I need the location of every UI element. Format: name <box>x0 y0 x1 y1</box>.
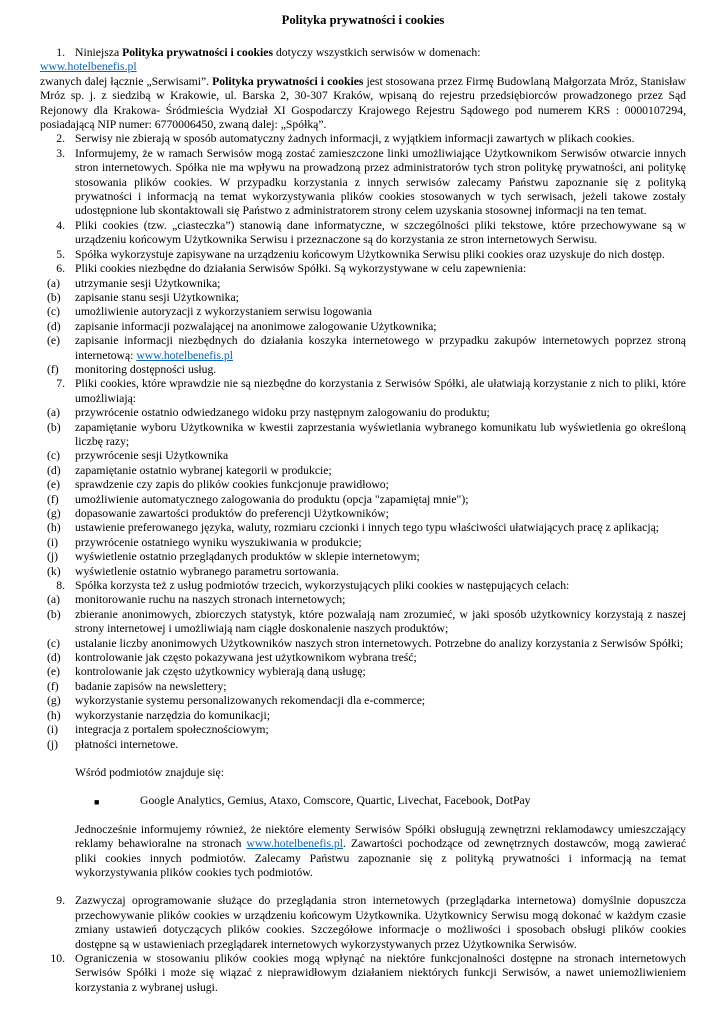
list-letter-marker: (k) <box>47 564 61 578</box>
text-segment: zbieranie anonimowych, zbiorczych statystyk, które pozwalają nam zrozumieć, w jaki sposób użytkownicy korzystają z naszej strony internetowej i umożliwiają nam ciągłe doskonalenie naszych produktów; <box>75 607 686 636</box>
lettered-item <box>40 305 686 319</box>
lettered-item <box>40 637 686 651</box>
lettered-item <box>40 507 686 521</box>
list-letter-marker: (i) <box>47 535 59 549</box>
text-segment: wykorzystanie narzędzia do komunikacji; <box>75 708 271 722</box>
list-number-marker: 1. <box>56 46 65 59</box>
hyperlink[interactable]: www.hotelbenefis.pl <box>246 837 344 851</box>
lettered-item <box>40 680 686 694</box>
lettered-item <box>40 421 686 450</box>
list-letter-marker: (f) <box>47 679 59 693</box>
list-number-marker: 10. <box>50 951 65 965</box>
list-number-marker: 6. <box>56 262 65 276</box>
document-body <box>40 46 686 995</box>
lettered-item <box>40 291 686 305</box>
text-segment: integracja z portalem społecznościowym; <box>75 723 269 737</box>
text-segment: kontrolowanie jak często użytkownicy wybierają daną usługę; <box>75 665 366 679</box>
lettered-item <box>40 277 686 291</box>
lettered-item <box>40 536 686 550</box>
lettered-item <box>40 709 686 723</box>
text-segment: sprawdzenie czy zapis do plików cookies funkcjonuje prawidłowo; <box>75 478 389 492</box>
lettered-item <box>40 493 686 507</box>
text-segment: monitoring dostępności usług. <box>75 362 217 376</box>
list-letter-marker: (f) <box>47 492 59 506</box>
numbered-item <box>40 262 686 276</box>
lettered-item <box>40 608 686 637</box>
lettered-item <box>40 651 686 665</box>
list-number-marker: 7. <box>56 377 65 391</box>
text-segment: badanie zapisów na newslettery; <box>75 679 227 693</box>
text-segment: przywrócenie ostatnio odwiedzanego widoku przy następnym zalogowaniu do produktu; <box>75 406 490 420</box>
indented-paragraph <box>40 823 686 881</box>
bold-text-segment: Polityka prywatności i cookies <box>212 74 364 88</box>
text-segment: zapamiętanie ostatnio wybranej kategorii w produkcie; <box>75 463 332 477</box>
hyperlink[interactable]: www.hotelbenefis.pl <box>40 60 137 74</box>
indented-paragraph <box>40 766 686 780</box>
bold-text-segment: Polityka prywatności i cookies <box>122 46 274 59</box>
list-letter-marker: (c) <box>47 636 60 650</box>
text-segment: umożliwienie automatycznego zalogowania do produktu (opcja "zapamiętaj mnie"); <box>75 492 469 506</box>
text-segment: monitorowanie ruchu na naszych stronach internetowych; <box>75 593 346 607</box>
text-segment: Niniejsza <box>75 46 123 59</box>
lettered-item <box>40 723 686 737</box>
text-segment: . Zawartości pochodzące od zewnętrznych dostawców, mogą zawierać pliki cookies innych podmiotów. Zalecamy Państwu zapoznanie się z polityką prywatności i informacją na temat wykorzystywania plików cookies tych podmiotów. <box>75 837 687 879</box>
list-letter-marker: (g) <box>47 507 61 520</box>
text-segment: zapisanie informacji niezbędnych do działania koszyka internetowego w przypadku zakupów internetowych poprzez stroną internetową: <box>75 334 686 362</box>
numbered-item <box>40 377 686 406</box>
numbered-item <box>40 219 686 248</box>
lettered-item <box>40 320 686 334</box>
hyperlink[interactable]: www.hotelbenefis.pl <box>136 348 233 362</box>
lettered-item <box>40 565 686 579</box>
lettered-item <box>40 521 686 535</box>
numbered-item <box>40 248 686 262</box>
numbered-item <box>40 952 686 995</box>
numbered-item <box>40 894 686 952</box>
text-segment: dotyczy wszystkich serwisów w domenach: <box>273 46 481 59</box>
list-letter-marker: (a) <box>47 276 60 290</box>
list-letter-marker: (c) <box>47 449 60 463</box>
list-number-marker: 3. <box>56 146 65 160</box>
text-segment: utrzymanie sesji Użytkownika; <box>75 276 221 290</box>
numbered-item <box>40 46 686 60</box>
text-segment: przywrócenie ostatniego wyniku wyszukiwania w produkcie; <box>75 535 362 549</box>
list-number-marker: 4. <box>56 218 65 232</box>
text-segment: Ograniczenia w stosowaniu plików cookies mogą wpłynąć na niektóre funkcjonalności dostępne na stronach internetowych Serwisów Spółki i może się wiązać z nieprawidłowym działaniem niektórych funkcji Serwisów, a nawet uniemożliwieniem korzystania z wybranej usługi. <box>75 951 686 994</box>
text-segment: wyświetlenie ostatnio wybranego parametru sortowania. <box>75 564 339 578</box>
bullet-square-icon: ■ <box>94 797 100 808</box>
text-segment: Spółka korzysta też z usług podmiotów trzecich, wykorzystujących pliki cookies w następujących celach: <box>75 579 570 593</box>
numbered-item <box>40 579 686 593</box>
list-letter-marker: (j) <box>47 550 59 564</box>
list-letter-marker: (h) <box>47 521 61 535</box>
list-letter-marker: (e) <box>47 665 60 679</box>
lettered-item <box>40 694 686 708</box>
text-segment: Pliki cookies (tzw. „ciasteczka”) stanowią dane informatyczne, w szczególności pliki tekstowe, które przechowywane są w urządzeniu końcowym Użytkownika Serwisu i przeznaczone są do korzystania ze stron internetowych Serwisu. <box>75 218 686 247</box>
text-segment: Zazwyczaj oprogramowanie służące do przeglądania stron internetowych (przeglądarka internetowa) domyślnie dopuszcza przechowywanie plików cookies w urządzeniu końcowym Użytkownika. Użytkownicy Serwisu mogą dokonać w każdym czasie zmiany ustawień dotyczących plików cookies. Szczegółowe informacje o możliwości i sposobach obsługi plików cookies dostępne są w ustawieniach przeglądarek internetowych wykorzystywanych przez Użytkownika Serwisów. <box>75 894 686 951</box>
list-letter-marker: (e) <box>47 478 60 492</box>
text-segment: zapamiętanie wyboru Użytkownika w kwestii zaprzestania wyświetlania wybranego komunikatu lub wyświetlenia go określoną liczbę razy; <box>75 420 686 448</box>
list-letter-marker: (a) <box>47 406 60 420</box>
text-segment: Informujemy, że w ramach Serwisów mogą zostać zamieszczone linki umożliwiające Użytkownikom Serwisów otwarcie innych stron internetowych. Spółka nie ma wpływu na prowadzoną przez administratorów tych stron politykę prywatności, ani politykę stosowania plików cookies. W przypadku korzystania z innych serwisów zalecamy Państwu zapoznanie się z polityką prywatności i informacją na temat wykorzystywania plików cookies stosowanych w tych serwisach, jeżeli takowe zostały udostępnione lub skontaktowali się Państwo z administratorem strony celem uzyskania stosownej informacji na ten temat. <box>75 146 686 218</box>
text-segment: Serwisy nie zbierają w sposób automatyczny żadnych informacji, z wyjątkiem informacji zawartych w plikach cookies. <box>75 132 635 146</box>
paragraph <box>40 60 686 74</box>
text-segment: zapisanie informacji pozwalającej na anonimowe zalogowanie Użytkownika; <box>75 319 437 333</box>
lettered-item <box>40 738 686 752</box>
list-letter-marker: (d) <box>47 651 61 665</box>
document-title: Polityka prywatności i cookies <box>281 13 445 27</box>
lettered-item <box>40 478 686 492</box>
text-segment: jest stosowana przez Firmę Budowlaną Małgorzata Mróz, Stanisław Mróz sp. j. z siedzibą w Krakowie, ul. Barska 2, 30-307 Kraków, wpisaną do rejestru przedsiębiorców prowadzonego przez Sąd Rejonowy dla Krakowa- Śródmieścia Wydział XI Gospodarczy Krajowego Rejestru Sądowego pod numerem KRS : 0000107294, posiadającą NIP numer: 6770006450, zwaną dalej: „Spółką”. <box>40 74 686 132</box>
list-letter-marker: (h) <box>47 708 61 722</box>
text-segment: ustalanie liczby anonimowych Użytkowników naszych stron internetowych. Potrzebne do analizy korzystania z Serwisów Spółki; <box>75 636 684 650</box>
lettered-item <box>40 665 686 679</box>
text-segment: kontrolowanie jak często pokazywana jest użytkownikom wybrana treść; <box>75 651 417 665</box>
text-segment: wyświetlenie ostatnio przeglądanych produktów w sklepie internetowym; <box>75 550 420 564</box>
lettered-item <box>40 593 686 607</box>
text-segment: przywrócenie sesji Użytkownika <box>75 449 229 463</box>
list-letter-marker: (b) <box>47 290 61 304</box>
text-segment: Jednocześnie informujemy również, że niektóre elementy Serwisów Spółki obsługują zewnętrzni reklamodawcy umieszczający reklamy behawioralne na stronach <box>75 822 686 851</box>
text-segment: Pliki cookies, które wprawdzie nie są niezbędne do korzystania z Serwisów Spółki, ale ułatwiają korzystanie z nich to pliki, które umożliwiają: <box>75 377 686 405</box>
lettered-item <box>40 363 686 377</box>
list-number-marker: 2. <box>56 132 65 146</box>
text-segment: umożliwienie autoryzacji z wykorzystaniem serwisu logowania <box>75 305 372 319</box>
text-segment: zapisanie stanu sesji Użytkownika; <box>75 290 239 304</box>
list-number-marker: 9. <box>56 894 65 908</box>
text-segment: ustawienie preferowanego języka, waluty, rozmiaru czcionki i innych tego typu właściwości ułatwiających pracę z aplikacją; <box>75 521 660 535</box>
list-letter-marker: (d) <box>47 319 61 333</box>
lettered-item <box>40 334 686 363</box>
list-letter-marker: (e) <box>47 334 60 348</box>
numbered-item <box>40 147 686 219</box>
text-segment: Google Analytics, Gemius, Ataxo, Comscore, Quartic, Livechat, Facebook, DotPay <box>140 794 531 808</box>
list-letter-marker: (b) <box>47 420 61 434</box>
lettered-item <box>40 464 686 478</box>
text-segment: Pliki cookies niezbędne do działania Serwisów Spółki. Są wykorzystywane w celu zapewnienia: <box>75 262 527 276</box>
text-segment: dopasowanie zawartości produktów do preferencji Użytkowników; <box>75 507 389 520</box>
text-segment: wykorzystanie systemu personalizowanych rekomendacji dla e-commerce; <box>75 694 426 708</box>
bullet-item <box>40 794 686 808</box>
list-number-marker: 8. <box>56 579 65 593</box>
numbered-item <box>40 132 686 146</box>
lettered-item <box>40 449 686 463</box>
text-segment: Wśród podmiotów znajduje się: <box>75 765 224 779</box>
text-segment: zwanych dalej łącznie „Serwisami”. <box>40 74 213 88</box>
list-letter-marker: (g) <box>47 694 61 708</box>
lettered-item <box>40 550 686 564</box>
list-letter-marker: (a) <box>47 593 60 607</box>
paragraph <box>40 75 686 133</box>
list-letter-marker: (f) <box>47 362 59 376</box>
list-letter-marker: (j) <box>47 737 59 751</box>
list-letter-marker: (d) <box>47 463 61 477</box>
list-letter-marker: (b) <box>47 607 61 621</box>
lettered-item <box>40 406 686 420</box>
list-letter-marker: (c) <box>47 305 60 319</box>
text-segment: Spółka wykorzystuje zapisywane na urządzeniu końcowym Użytkownika Serwisu pliki cookies oraz uzyskuje do nich dostęp. <box>75 247 665 261</box>
list-number-marker: 5. <box>56 247 65 261</box>
text-segment: płatności internetowe. <box>75 737 179 751</box>
list-letter-marker: (i) <box>47 723 59 737</box>
